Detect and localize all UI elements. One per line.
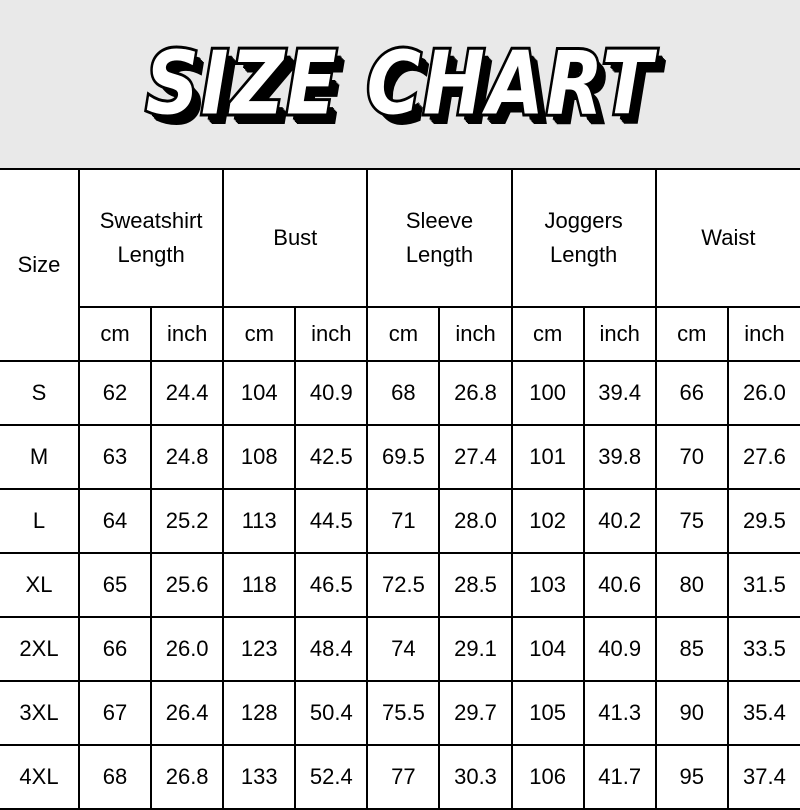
cell-size: S (0, 361, 79, 425)
cell-value: 29.5 (728, 489, 800, 553)
header-group-line-1: Joggers (544, 207, 623, 233)
header-unit-waist-inch: inch (728, 307, 800, 361)
cell-size: L (0, 489, 79, 553)
cell-value: 40.9 (295, 361, 367, 425)
table-row (0, 617, 800, 681)
header-group-bust (223, 169, 367, 307)
page-title: SIZE CHART (145, 33, 655, 135)
table-header (0, 169, 800, 361)
cell-value: 52.4 (295, 745, 367, 809)
cell-value: 80 (656, 553, 728, 617)
header-group-joggers-length (512, 169, 656, 307)
cell-value: 66 (656, 361, 728, 425)
cell-value: 27.4 (439, 425, 511, 489)
cell-value: 44.5 (295, 489, 367, 553)
cell-value: 42.5 (295, 425, 367, 489)
cell-size: 4XL (0, 745, 79, 809)
header-unit-bust-cm: cm (223, 307, 295, 361)
table-row (0, 361, 800, 425)
cell-value: 65 (79, 553, 151, 617)
cell-value: 24.8 (151, 425, 223, 489)
cell-value: 68 (79, 745, 151, 809)
header-unit-sweatshirt-inch: inch (151, 307, 223, 361)
cell-value: 29.7 (439, 681, 511, 745)
cell-value: 37.4 (728, 745, 800, 809)
cell-value: 70 (656, 425, 728, 489)
cell-value: 105 (512, 681, 584, 745)
cell-value: 71 (367, 489, 439, 553)
cell-value: 95 (656, 745, 728, 809)
header-size: Size (0, 169, 79, 361)
cell-value: 113 (223, 489, 295, 553)
cell-value: 74 (367, 617, 439, 681)
cell-value: 29.1 (439, 617, 511, 681)
table-row (0, 489, 800, 553)
header-group-sleeve-length (367, 169, 511, 307)
cell-value: 40.2 (584, 489, 656, 553)
cell-value: 25.6 (151, 553, 223, 617)
cell-value: 106 (512, 745, 584, 809)
cell-value: 62 (79, 361, 151, 425)
cell-value: 90 (656, 681, 728, 745)
cell-value: 39.8 (584, 425, 656, 489)
header-group-line-1: Sweatshirt (99, 207, 203, 233)
cell-value: 25.2 (151, 489, 223, 553)
table-body (0, 361, 800, 809)
cell-value: 26.8 (151, 745, 223, 809)
cell-value: 46.5 (295, 553, 367, 617)
header-unit-sleeve-inch: inch (439, 307, 511, 361)
cell-value: 72.5 (367, 553, 439, 617)
table-row (0, 553, 800, 617)
table-row (0, 681, 800, 745)
cell-value: 66 (79, 617, 151, 681)
cell-value: 68 (367, 361, 439, 425)
cell-value: 31.5 (728, 553, 800, 617)
header-row-groups (0, 169, 800, 307)
header-unit-waist-cm: cm (656, 307, 728, 361)
header-unit-joggers-cm: cm (512, 307, 584, 361)
cell-value: 30.3 (439, 745, 511, 809)
cell-value: 85 (656, 617, 728, 681)
size-chart-table (0, 168, 800, 810)
header-group-line-2: Length (550, 242, 618, 267)
header-group-line-2: Length (405, 242, 474, 267)
cell-value: 67 (79, 681, 151, 745)
cell-value: 101 (512, 425, 584, 489)
cell-value: 100 (512, 361, 584, 425)
cell-value: 48.4 (295, 617, 367, 681)
table-row (0, 745, 800, 809)
header-group-sweatshirt-length (79, 169, 223, 307)
cell-size: 3XL (0, 681, 79, 745)
cell-value: 24.4 (151, 361, 223, 425)
cell-value: 75.5 (367, 681, 439, 745)
cell-size: 2XL (0, 617, 79, 681)
cell-value: 27.6 (728, 425, 800, 489)
cell-value: 26.8 (439, 361, 511, 425)
cell-value: 77 (367, 745, 439, 809)
header-group-line-1: Bust (273, 224, 318, 250)
cell-value: 28.0 (439, 489, 511, 553)
cell-value: 41.7 (584, 745, 656, 809)
cell-value: 69.5 (367, 425, 439, 489)
size-chart-table-wrap (0, 168, 800, 810)
header-unit-sleeve-cm: cm (367, 307, 439, 361)
header-group-line-2: Length (117, 242, 185, 267)
cell-value: 26.0 (151, 617, 223, 681)
cell-value: 104 (223, 361, 295, 425)
header-unit-joggers-inch: inch (584, 307, 656, 361)
cell-value: 102 (512, 489, 584, 553)
cell-value: 41.3 (584, 681, 656, 745)
cell-value: 103 (512, 553, 584, 617)
header-unit-sweatshirt-cm: cm (79, 307, 151, 361)
cell-value: 50.4 (295, 681, 367, 745)
cell-value: 40.6 (584, 553, 656, 617)
header-row-units (0, 307, 800, 361)
cell-value: 75 (656, 489, 728, 553)
table-row (0, 425, 800, 489)
header-group-line-1: Waist (701, 224, 756, 250)
cell-value: 133 (223, 745, 295, 809)
header-group-line-1: Sleeve (405, 207, 474, 233)
cell-value: 28.5 (439, 553, 511, 617)
title-area (0, 0, 800, 168)
cell-value: 108 (223, 425, 295, 489)
cell-size: XL (0, 553, 79, 617)
cell-value: 128 (223, 681, 295, 745)
cell-value: 39.4 (584, 361, 656, 425)
cell-value: 123 (223, 617, 295, 681)
cell-value: 26.4 (151, 681, 223, 745)
cell-value: 63 (79, 425, 151, 489)
header-unit-bust-inch: inch (295, 307, 367, 361)
cell-value: 26.0 (728, 361, 800, 425)
cell-value: 104 (512, 617, 584, 681)
cell-value: 33.5 (728, 617, 800, 681)
cell-value: 64 (79, 489, 151, 553)
cell-value: 118 (223, 553, 295, 617)
cell-size: M (0, 425, 79, 489)
header-group-waist (656, 169, 800, 307)
cell-value: 40.9 (584, 617, 656, 681)
cell-value: 35.4 (728, 681, 800, 745)
